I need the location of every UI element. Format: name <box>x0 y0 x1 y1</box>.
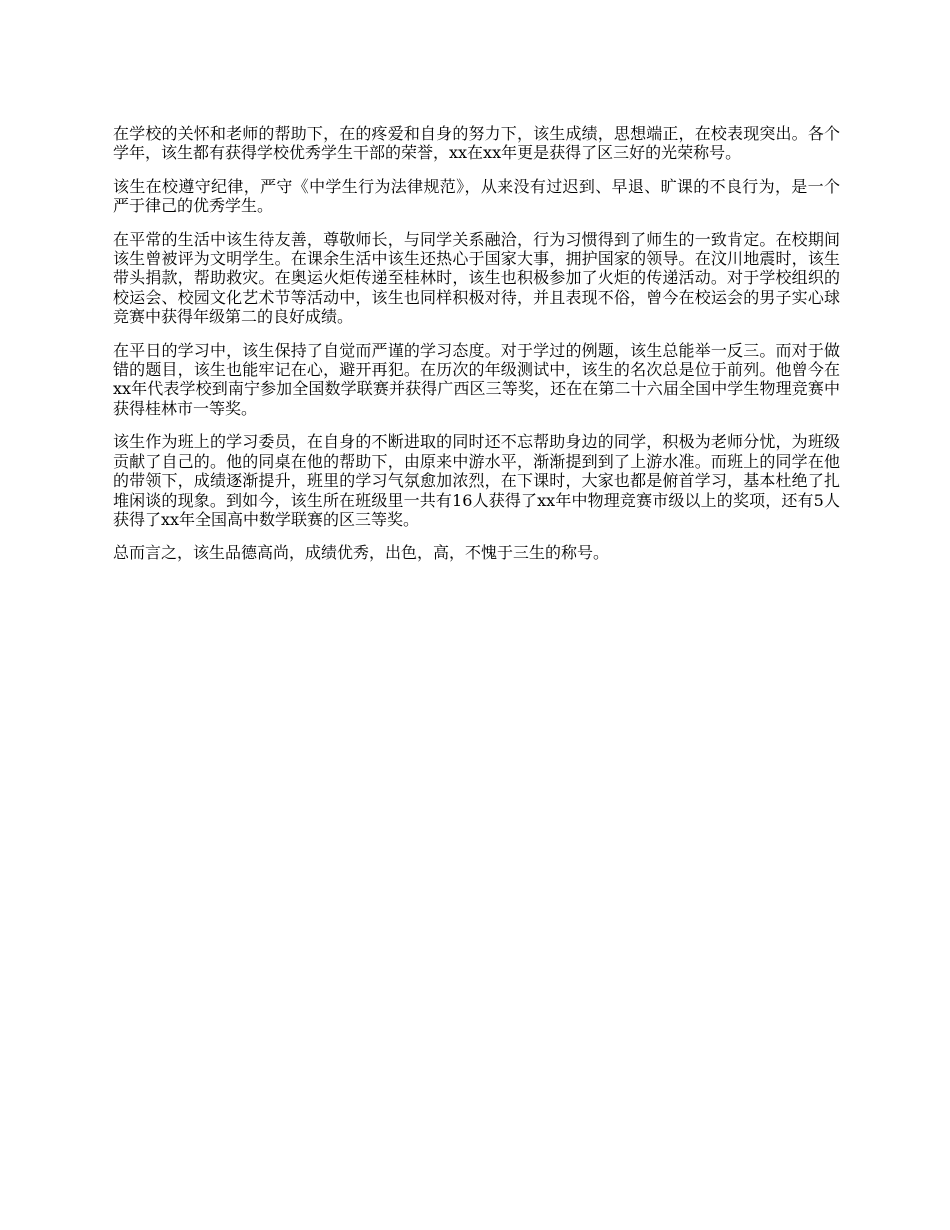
document-body <box>113 124 840 577</box>
paragraph-6: 总而言之，该生品德高尚，成绩优秀，出色，高，不愧于三生的称号。 <box>113 543 610 563</box>
paragraph-2: 该生在校遵守纪律，严守《中学生行为法律规范》，从来没有过迟到、早退、旷课的不良行为，是一个严于律己的优秀学生。 <box>113 176 840 216</box>
paragraph-1: 在学校的关怀和老师的帮助下，在的疼爱和自身的努力下，该生成绩，思想端正，在校表现突出。各个学年，该生都有获得学校优秀学生干部的荣誉，xx在xx年更是获得了区三好的光荣称号。 <box>113 124 840 163</box>
paragraph-4: 在平日的学习中，该生保持了自觉而严谨的学习态度。对于学过的例题，该生总能举一反三。而对于做错的题目，该生也能牢记在心，避开再犯。在历次的年级测试中，该生的名次总是位于前列。他曾今在xx年代表学校到南宁参加全国数学联赛并获得广西区三等奖，还在在第二十六届全国中学生物理竞赛中获得桂林市一等奖。 <box>113 340 840 418</box>
paragraph-3: 在平常的生活中该生待友善，尊敬师长，与同学关系融洽，行为习惯得到了师生的一致肯定。在校期间该生曾被评为文明学生。在课余生活中该生还热心于国家大事，拥护国家的领导。在汶川地震时，该生带头捐款，帮助救灾。在奥运火炬传递至桂林时，该生也积极参加了火炬的传递活动。对于学校组织的校运会、校园文化艺术节等活动中，该生也同样积极对待，并且表现不俗，曾今在校运会的男子实心球竞赛中获得年级第二的良好成绩。 <box>113 229 840 327</box>
paragraph-5: 该生作为班上的学习委员，在自身的不断进取的同时还不忘帮助身边的同学，积极为老师分忧，为班级贡献了自己的。他的同桌在他的帮助下，由原来中游水平，渐渐提到到了上游水准。而班上的同学在他的带领下，成绩逐渐提升，班里的学习气氛愈加浓烈，在下课时，大家也都是俯首学习，基本杜绝了扎堆闲谈的现象。到如今，该生所在班级里一共有16人获得了xx年中物理竞赛市级以上的奖项，还有5人获得了xx年全国高中数学联赛的区三等奖。 <box>113 432 840 529</box>
